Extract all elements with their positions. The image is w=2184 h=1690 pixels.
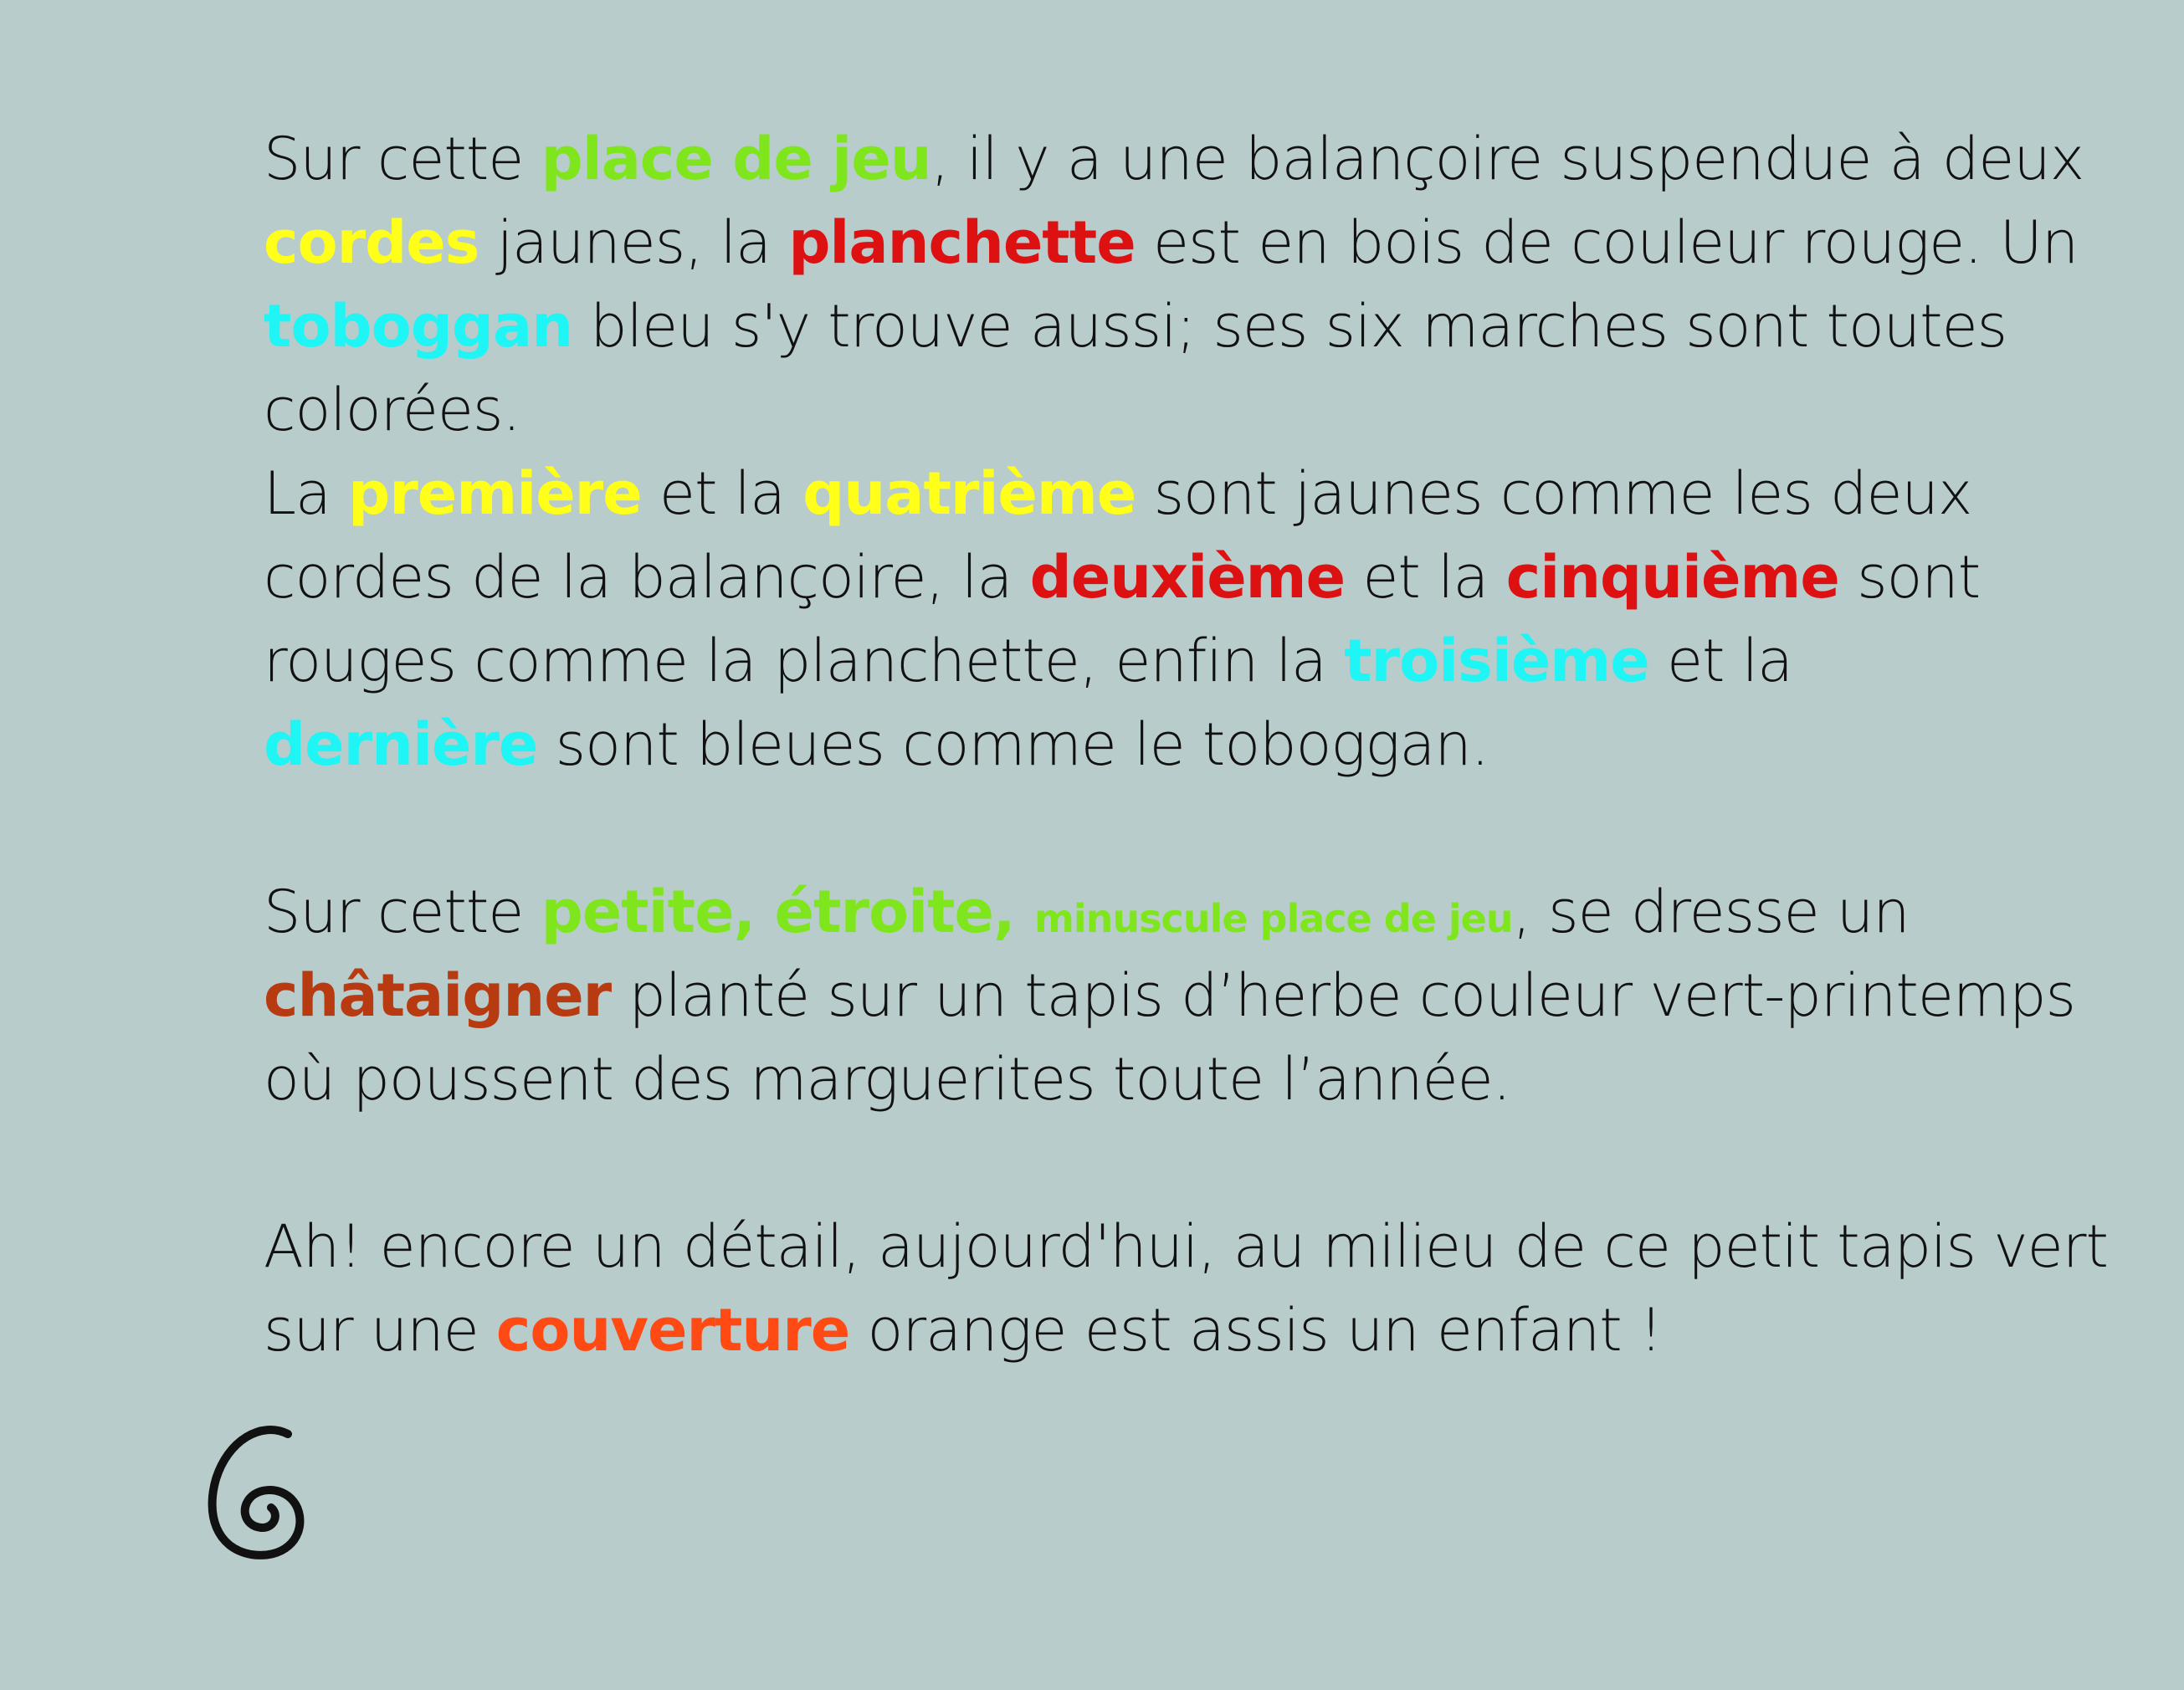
highlight-premiere: première (348, 459, 642, 528)
spiral-icon (201, 1414, 318, 1573)
highlight-cinquieme: cinquième (1505, 543, 1839, 612)
highlight-toboggan: toboggan (264, 292, 573, 361)
highlight-petite-etroite: petite, étroite, (541, 878, 1034, 946)
text-line (264, 117, 2105, 201)
text-segment: Sur cette (264, 125, 541, 193)
text-segment: et la (1345, 543, 1506, 612)
text-segment: bleu s'y trouve aussi; ses six marches sont toutes (572, 292, 2007, 361)
text-line (264, 452, 2105, 535)
story-text (264, 117, 2108, 1372)
text-segment: cordes de la balançoire, la (264, 543, 1030, 612)
text-segment: et la (1648, 627, 1793, 695)
text-line (264, 535, 2105, 619)
text-line (264, 870, 2105, 954)
text-line (264, 1205, 2108, 1288)
text-segment: et la (641, 459, 803, 528)
text-segment: sont (1838, 543, 1981, 612)
paragraph-spacer (264, 1121, 2105, 1205)
paragraph-spacer (264, 786, 2105, 870)
text-line (264, 703, 2105, 786)
text-segment: sur une (264, 1296, 496, 1365)
text-segment: sont jaunes comme les deux (1136, 459, 1972, 528)
text-segment: colorées. (264, 376, 520, 444)
text-line (264, 1288, 2105, 1372)
highlight-couverture: couverture (495, 1296, 850, 1365)
text-segment: Sur cette (264, 878, 541, 946)
text-segment: rouges comme la planchette, enfin la (264, 627, 1345, 695)
highlight-minuscule-place-de-jeu: minuscule place de jeu (1033, 896, 1513, 941)
highlight-troisieme: troisième (1344, 627, 1649, 695)
text-line (264, 1037, 2105, 1121)
text-line (264, 284, 2105, 368)
highlight-place-de-jeu: place de jeu (541, 125, 931, 193)
text-segment: sont bleues comme le toboggan. (537, 710, 1489, 779)
text-line (264, 201, 2105, 284)
highlight-derniere: dernière (264, 710, 538, 779)
highlight-deuxieme: deuxième (1029, 543, 1346, 612)
text-segment: est en bois de couleur rouge. Un (1135, 208, 2079, 277)
text-segment: La (264, 459, 349, 528)
text-segment: planté sur un tapis d’herbe couleur vert-printemps (611, 961, 2075, 1030)
highlight-chataigner: châtaigner (264, 961, 612, 1030)
highlight-cordes: cordes (264, 208, 479, 277)
highlight-quatrieme: quatrième (802, 459, 1136, 528)
text-segment: , se dresse un (1512, 878, 1910, 946)
text-segment: , il y a une balançoire suspendue à deux (931, 125, 2084, 193)
text-segment: orange est assis un enfant ! (849, 1296, 1663, 1365)
text-segment: où poussent des marguerites toute l’année. (264, 1045, 1511, 1114)
highlight-planchette: planchette (788, 208, 1136, 277)
text-segment: Ah! encore un détail, aujourd'hui, au milieu de ce petit tapis vert (264, 1212, 2108, 1281)
text-line (264, 954, 2105, 1037)
text-line (264, 619, 2105, 703)
text-line (264, 368, 2105, 452)
text-segment: jaunes, la (479, 208, 789, 277)
